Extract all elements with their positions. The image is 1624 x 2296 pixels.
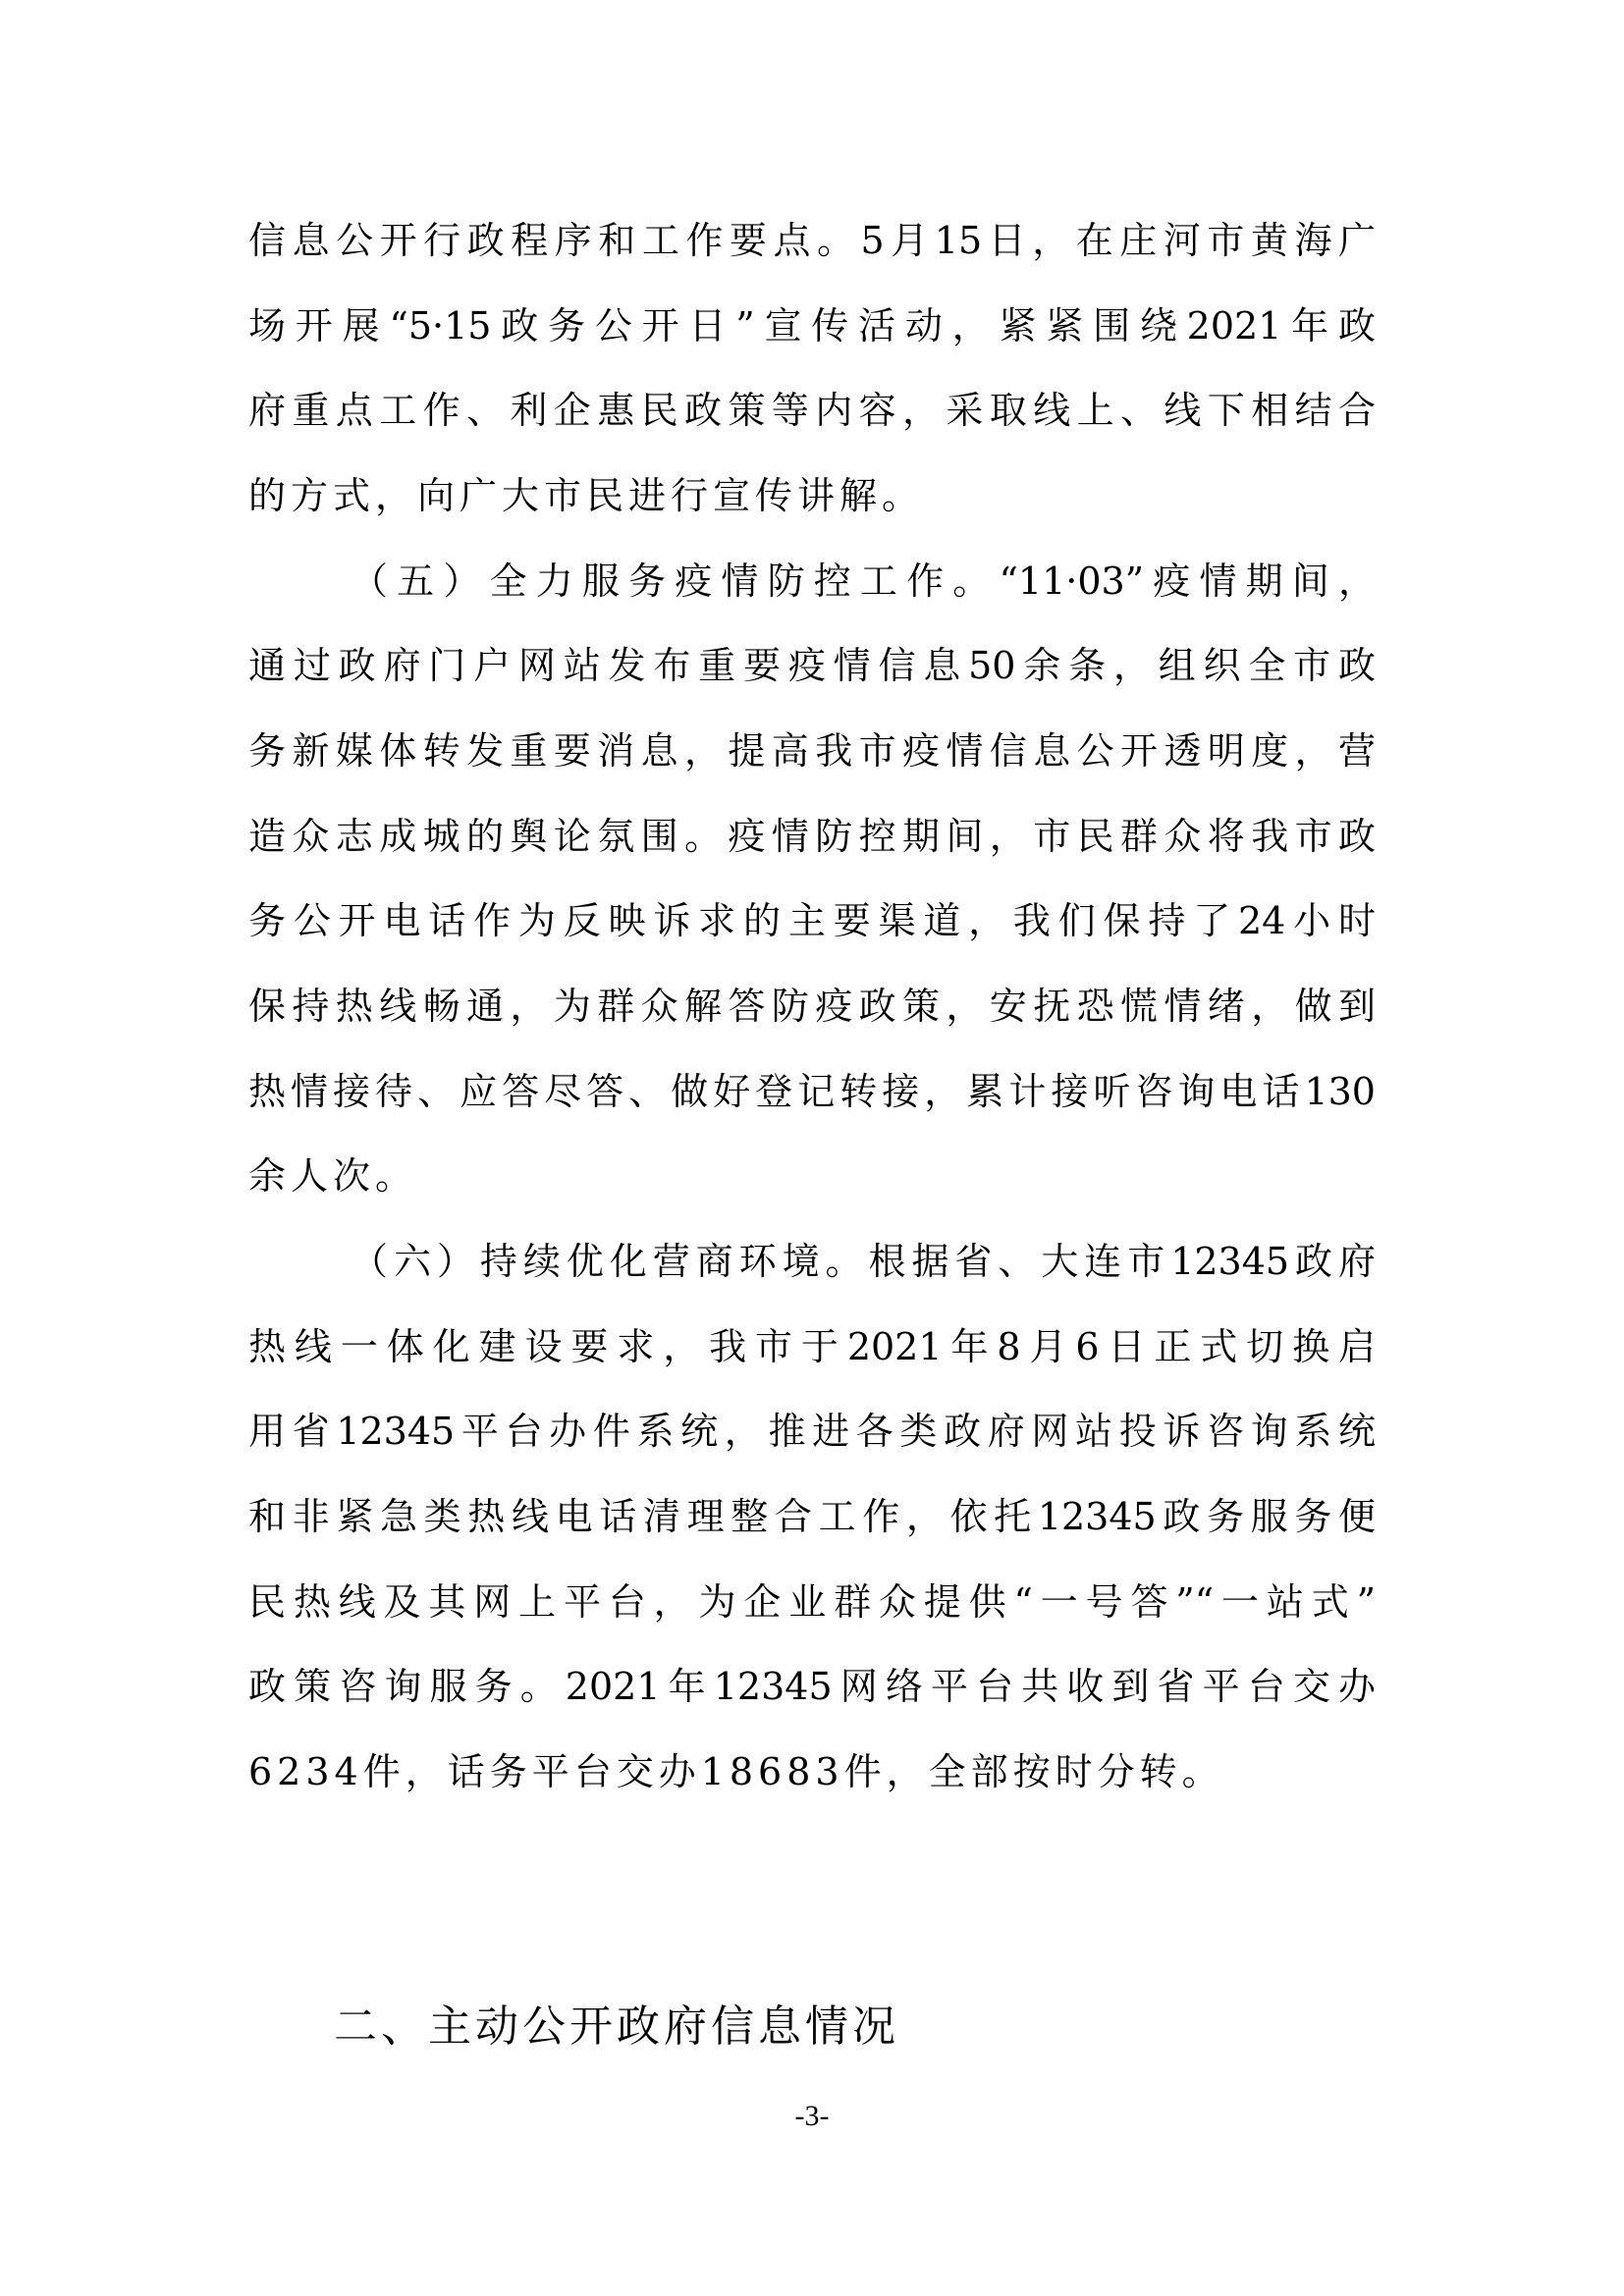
text-line: 民热线及其网上平台，为企业群众提供“一号答”“一站式”	[248, 1580, 1376, 1624]
text-line: 保持热线畅通，为群众解答防疫政策，安抚恐慌情绪，做到	[248, 985, 1376, 1028]
text-line: 的方式，向广大市民进行宣传讲解。	[248, 474, 925, 517]
page-number: -3-	[794, 2100, 830, 2132]
paragraph-first-line: （六）持续优化营商环境。根据省、大连市12345政府	[351, 1240, 1376, 1283]
text-line: 信息公开行政程序和工作要点。5月15日，在庄河市黄海广	[248, 219, 1376, 262]
text-line: 余人次。	[248, 1154, 418, 1198]
text-line: 政策咨询服务。2021年12345网络平台共收到省平台交办	[248, 1665, 1376, 1708]
text-line: 和非紧急类热线电话清理整合工作，依托12345政务服务便	[248, 1495, 1376, 1538]
text-line: 造众志成城的舆论氛围。疫情防控期间，市民群众将我市政	[248, 815, 1376, 858]
text-line: 热情接待、应答尽答、做好登记转接，累计接听咨询电话130	[248, 1070, 1376, 1113]
section-heading: 二、主动公开政府信息情况	[334, 2002, 899, 2052]
text-line: 用省12345平台办件系统，推进各类政府网站投诉咨询系统	[248, 1410, 1376, 1453]
text-line: 务公开电话作为反映诉求的主要渠道，我们保持了24小时	[248, 899, 1376, 942]
text-line: 6234件，话务平台交办18683件，全部按时分转。	[248, 1750, 1224, 1793]
paragraph-first-line: （五）全力服务疫情防控工作。“11·03”疫情期间，	[351, 560, 1376, 603]
text-line: 场开展“5·15政务公开日”宣传活动，紧紧围绕2021年政	[248, 304, 1376, 347]
text-line: 通过政府门户网站发布重要疫情信息50余条，组织全市政	[248, 644, 1376, 687]
text-line: 府重点工作、利企惠民政策等内容，采取线上、线下相结合	[248, 389, 1376, 432]
text-line: 热线一体化建设要求，我市于2021年8月6日正式切换启	[248, 1325, 1376, 1368]
text-line: 务新媒体转发重要消息，提高我市疫情信息公开透明度，营	[248, 729, 1376, 773]
